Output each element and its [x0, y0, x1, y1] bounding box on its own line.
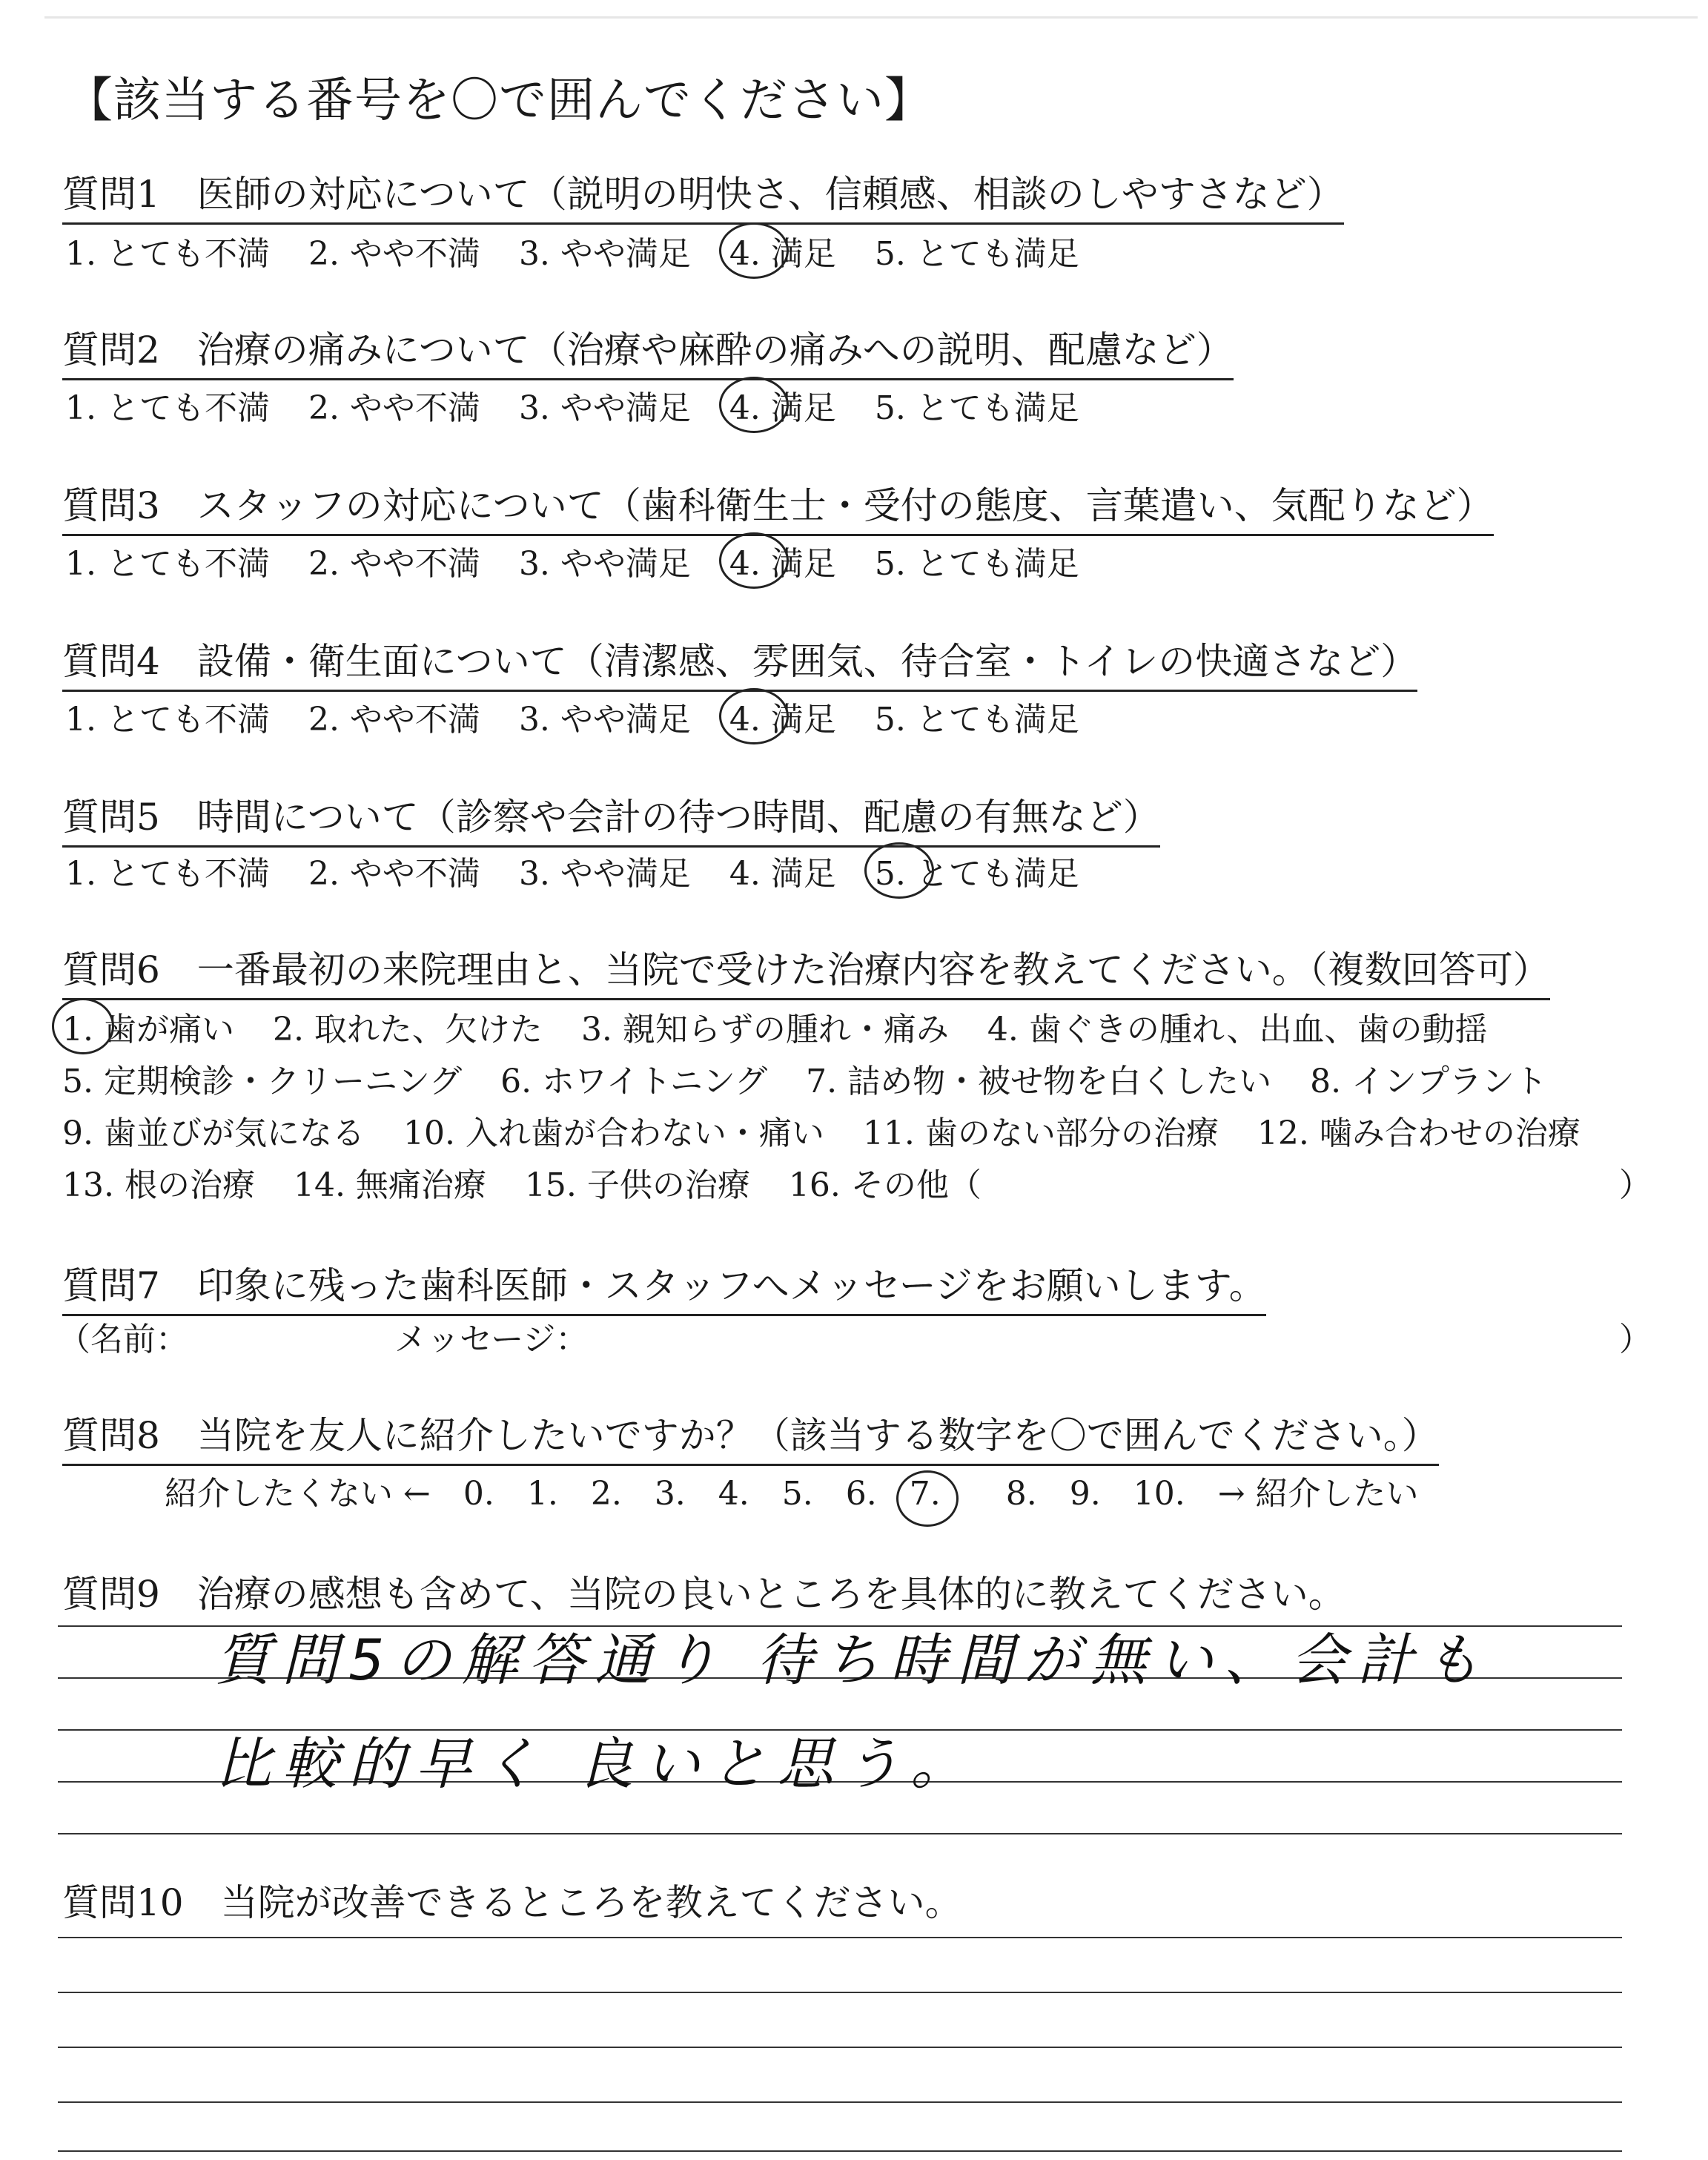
question-8-label: 質問8 当院を友人に紹介したいですか？（該当する数字を〇で囲んでください。）: [62, 1406, 1439, 1466]
question-10: [62, 1873, 962, 1926]
answer-line: [58, 2047, 1622, 2048]
q6-option-13[interactable]: 13. 根の治療: [62, 1166, 255, 1204]
question-7: [62, 1256, 1266, 1316]
q5-option-3[interactable]: 3. やや満足: [518, 855, 691, 893]
q8-score-10[interactable]: 10.: [1133, 1475, 1185, 1513]
question-1-label: 質問1 医師の対応について（説明の明快さ、信頼感、相談のしやすさなど）: [62, 165, 1344, 225]
q3-option-4[interactable]: 4. 満足: [729, 537, 836, 584]
q4-option-1[interactable]: 1. とても不満: [65, 701, 270, 739]
question-9-label: 質問9 治療の感想も含めて、当院の良いところを具体的に教えてください。: [62, 1573, 1345, 1616]
question-4: [62, 632, 1417, 692]
q8-score-3[interactable]: 3.: [654, 1475, 686, 1513]
q7-message-label: メッセージ：: [394, 1321, 589, 1358]
q6-option-4[interactable]: 4. 歯ぐきの腫れ、出血、歯の動揺: [987, 1011, 1488, 1048]
q6-option-15[interactable]: 15. 子供の治療: [524, 1166, 750, 1204]
q3-option-2[interactable]: 2. やや不満: [308, 545, 480, 583]
q1-option-2[interactable]: 2. やや不満: [308, 235, 480, 273]
answer-line: [58, 2150, 1622, 2152]
question-5-options: [65, 847, 1118, 894]
question-7-label: 質問7 印象に残った歯科医師・スタッフへメッセージをお願いします。: [62, 1256, 1266, 1316]
q6-option-8[interactable]: 8. インプラント: [1310, 1063, 1548, 1100]
q2-option-2[interactable]: 2. やや不満: [308, 389, 480, 427]
q6-row-1: [62, 1003, 1526, 1050]
q4-option-4[interactable]: 4. 満足: [729, 693, 836, 740]
q6-option-2[interactable]: 2. 取れた、欠けた: [272, 1011, 543, 1048]
question-3-label: 質問3 スタッフの対応について（歯科衛生士・受付の態度、言葉遣い、気配りなど）: [62, 476, 1494, 536]
question-3: [62, 476, 1494, 536]
q8-score-0[interactable]: 0.: [463, 1475, 494, 1513]
q8-left-label: 紹介したくない ←: [165, 1475, 431, 1513]
answer-line: [58, 1992, 1622, 1993]
q1-option-4[interactable]: 4. 満足: [729, 227, 836, 274]
q1-option-3[interactable]: 3. やや満足: [518, 235, 691, 273]
q6-option-6[interactable]: 6. ホワイトニング: [500, 1063, 768, 1100]
q8-right-label: → 紹介したい: [1217, 1475, 1419, 1513]
q5-option-4[interactable]: 4. 満足: [729, 855, 836, 893]
question-2: [62, 320, 1234, 380]
q6-option-1[interactable]: 1. 歯が痛い: [62, 1003, 234, 1050]
q4-option-3[interactable]: 3. やや満足: [518, 701, 691, 739]
q5-option-2[interactable]: 2. やや不満: [308, 855, 480, 893]
q6-option-3[interactable]: 3. 親知らずの腫れ・痛み: [580, 1011, 949, 1048]
q6-row-3: [62, 1106, 1619, 1154]
top-border: [44, 16, 1698, 19]
handwritten-answer-line-1: 質問5の解答通り 待ち時間が無い、会計も: [215, 1627, 1491, 1693]
question-1-options: [65, 227, 1118, 274]
q2-option-3[interactable]: 3. やや満足: [518, 389, 691, 427]
q6-option-11[interactable]: 11. 歯のない部分の治療: [862, 1114, 1219, 1152]
q8-score-8[interactable]: 8.: [1005, 1475, 1037, 1513]
q2-option-5[interactable]: 5. とても満足: [874, 389, 1079, 427]
q3-option-1[interactable]: 1. とても不満: [65, 545, 270, 583]
q6-option-10[interactable]: 10. 入れ歯が合わない・痛い: [403, 1114, 824, 1152]
q7-name-label: （名前：: [58, 1321, 188, 1358]
q7-close-paren: ）: [1619, 1321, 1652, 1358]
instruction-heading: 【該当する番号を〇で囲んでください】: [65, 73, 933, 128]
q8-score-7[interactable]: 7.: [910, 1475, 973, 1513]
question-10-label: 質問10 当院が改善できるところを教えてください。: [62, 1881, 962, 1924]
q5-option-5[interactable]: 5. とても満足: [875, 847, 1079, 894]
question-6-label: 質問6 一番最初の来院理由と、当院で受けた治療内容を教えてください。（複数回答可）: [62, 940, 1550, 1000]
q1-option-1[interactable]: 1. とても不満: [65, 235, 270, 273]
q6-row-4: [62, 1158, 1020, 1206]
answer-line: [58, 1937, 1622, 1938]
q4-option-5[interactable]: 5. とても満足: [874, 701, 1079, 739]
question-1: [62, 165, 1344, 225]
q6-row-2: [62, 1054, 1586, 1102]
q2-option-4[interactable]: 4. 満足: [729, 381, 836, 429]
question-2-label: 質問2 治療の痛みについて（治療や麻酔の痛みへの説明、配慮など）: [62, 320, 1234, 380]
question-2-options: [65, 381, 1118, 429]
q8-score-5[interactable]: 5.: [781, 1475, 813, 1513]
q6-option-7[interactable]: 7. 詰め物・被せ物を白くしたい: [806, 1063, 1272, 1100]
q6-close-paren: ）: [1619, 1166, 1652, 1204]
question-4-label: 質問4 設備・衛生面について（清潔感、雰囲気、待合室・トイレの快適さなど）: [62, 632, 1417, 692]
q6-option-9[interactable]: 9. 歯並びが気になる: [62, 1114, 365, 1152]
answer-line: [58, 1833, 1622, 1834]
question-5-label: 質問5 時間について（診察や会計の待つ時間、配慮の有無など）: [62, 787, 1160, 848]
q1-option-5[interactable]: 5. とても満足: [874, 235, 1079, 273]
answer-line: [58, 2101, 1622, 2103]
q3-option-3[interactable]: 3. やや満足: [518, 545, 691, 583]
q6-option-16[interactable]: 16. その他（: [788, 1166, 982, 1204]
q4-option-2[interactable]: 2. やや不満: [308, 701, 480, 739]
q6-option-5[interactable]: 5. 定期検診・クリーニング: [62, 1063, 463, 1100]
question-5: [62, 787, 1160, 848]
handwritten-answer-line-2: 比較的早く 良いと思う。: [215, 1731, 978, 1797]
q3-option-5[interactable]: 5. とても満足: [874, 545, 1079, 583]
q8-score-4[interactable]: 4.: [718, 1475, 749, 1513]
q5-option-1[interactable]: 1. とても不満: [65, 855, 270, 893]
question-8: [62, 1406, 1439, 1466]
question-3-options: [65, 537, 1118, 584]
q8-score-1[interactable]: 1.: [526, 1475, 558, 1513]
q8-score-9[interactable]: 9.: [1069, 1475, 1101, 1513]
q8-scale: [165, 1467, 1452, 1514]
q8-score-2[interactable]: 2.: [590, 1475, 622, 1513]
q6-option-12[interactable]: 12. 噛み合わせの治療: [1257, 1114, 1580, 1152]
q8-score-6[interactable]: 6.: [845, 1475, 877, 1513]
q6-option-14[interactable]: 14. 無痛治療: [293, 1166, 486, 1204]
question-9: [62, 1565, 1345, 1618]
q2-option-1[interactable]: 1. とても不満: [65, 389, 270, 427]
question-6: [62, 940, 1550, 1000]
question-4-options: [65, 693, 1118, 740]
